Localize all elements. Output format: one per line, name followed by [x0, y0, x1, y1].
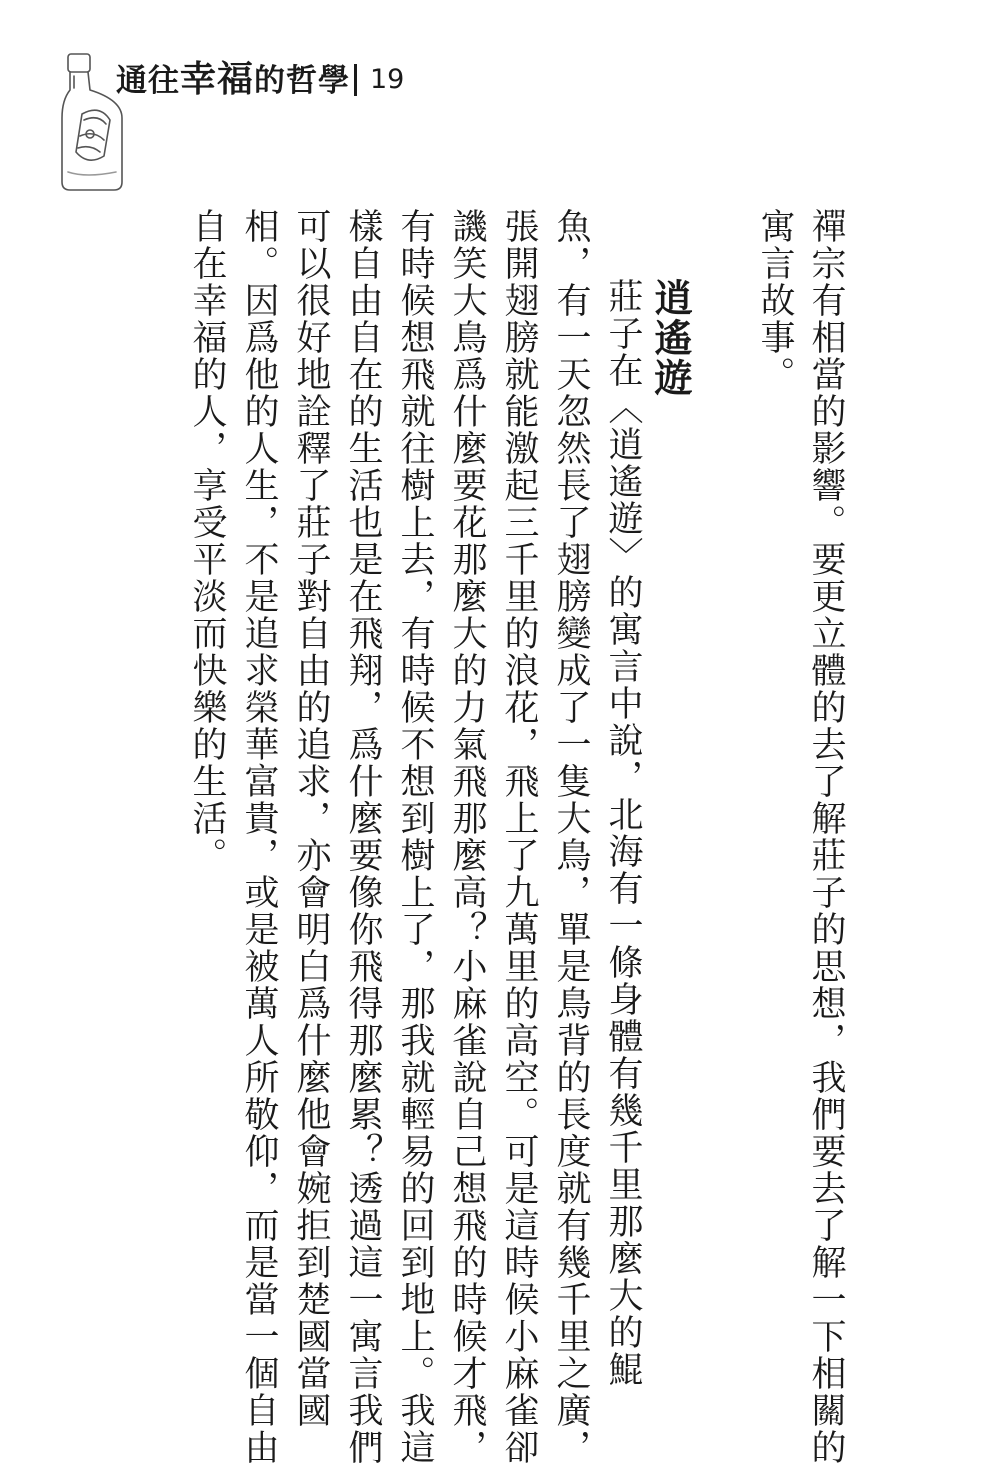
text-column-9: 可以很好地詮釋了莊子對自由的追求，亦會明白爲什麼他會婉拒到楚國當國 — [291, 208, 331, 1429]
text-column-5: 張開翅膀就能激起三千里的浪花，飛上了九萬里的高空。可是這時候小麻雀卻 — [499, 208, 539, 1466]
text-column-3: 莊子在〈逍遙遊〉的寓言中說，北海有一條身體有幾千里那麼大的鯤 — [603, 278, 643, 1388]
header-divider — [354, 64, 357, 96]
page-number: 19 — [370, 64, 405, 95]
text-column-2: 寓言故事。 — [755, 208, 795, 393]
header-title-part3: 的哲學 — [254, 63, 351, 99]
text-column-4: 魚，有一天忽然長了翅膀變成了一隻大鳥，單是鳥背的長度就有幾千里之廣， — [551, 208, 591, 1466]
text-column-8: 樣自由自在的生活也是在飛翔，爲什麼要像你飛得那麼累？透過這一寓言我們 — [343, 208, 383, 1466]
text-column-6: 譏笑大鳥爲什麼要花那麼大的力氣飛那麼高？小麻雀說自己想飛的時候才飛， — [447, 208, 487, 1466]
running-header-title — [116, 59, 351, 100]
text-column-1: 禪宗有相當的影響。要更立體的去了解莊子的思想，我們要去了解一下相關的 — [806, 208, 846, 1466]
text-column-7: 有時候想飛就往樹上去，有時候不想到樹上了，那我就輕易的回到地上。我這 — [395, 208, 435, 1466]
header-title-emphasis: 幸福 — [180, 59, 255, 100]
text-column-11: 自在幸福的人，享受平淡而快樂的生活。 — [187, 208, 227, 874]
section-heading: 逍遙遊 — [648, 278, 693, 398]
header-title-part1: 通往 — [116, 63, 180, 99]
text-column-10: 相。因爲他的人生，不是追求榮華富貴，或是被萬人所敬仰，而是當一個自由 — [239, 208, 279, 1466]
